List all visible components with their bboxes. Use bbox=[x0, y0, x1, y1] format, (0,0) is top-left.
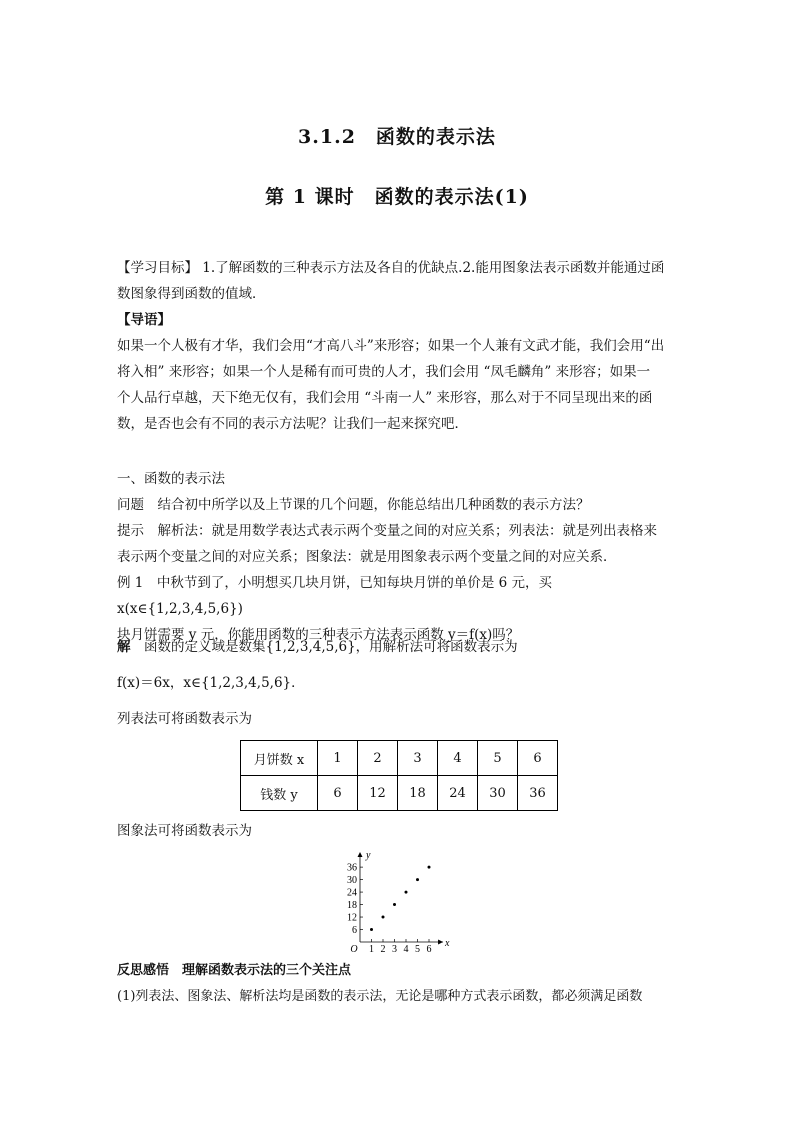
table-cell: 3 bbox=[398, 741, 438, 776]
table-cell: 5 bbox=[478, 741, 518, 776]
x-tick-label: 6 bbox=[426, 944, 432, 954]
goals-line-2: 数图象得到函数的值域． bbox=[117, 286, 266, 302]
y-tick-label: 18 bbox=[347, 900, 357, 912]
table-cell: 18 bbox=[398, 776, 438, 811]
example-line-2: 块月饼需要 y 元，你能用函数的三种表示方法表示函数 y＝f(x)吗？ bbox=[117, 627, 520, 643]
graph-intro: 图象法可将函数表示为 bbox=[117, 823, 252, 839]
table-cell: 6 bbox=[518, 741, 558, 776]
table-row bbox=[241, 741, 558, 776]
table-cell: 30 bbox=[478, 776, 518, 811]
origin-label: O bbox=[350, 944, 358, 954]
table-header-y: 钱数 y bbox=[241, 776, 318, 811]
example-label: 例 1 bbox=[117, 575, 144, 591]
y-tick-label: 36 bbox=[347, 862, 357, 874]
intro-line-3: 个人品行卓越，天下绝无仅有，我们会用 “斗南一人” 来形容，那么对于不同呈现出来的函 bbox=[117, 390, 653, 406]
intro-label: 【导语】 bbox=[117, 312, 171, 328]
data-point bbox=[405, 891, 408, 894]
table-cell: 24 bbox=[438, 776, 478, 811]
solution-formula: f(x)＝6x，x∈{1,2,3,4,5,6}． bbox=[117, 675, 305, 691]
table-cell: 12 bbox=[358, 776, 398, 811]
y-axis-arrow bbox=[358, 852, 363, 857]
x-tick-label: 3 bbox=[392, 944, 397, 954]
scatter-plot bbox=[330, 848, 460, 954]
reflection-title: 理解函数表示法的三个关注点 bbox=[182, 963, 352, 978]
y-tick-label: 24 bbox=[347, 887, 357, 899]
data-point bbox=[393, 903, 396, 906]
y-tick-label: 6 bbox=[352, 925, 357, 937]
data-point bbox=[416, 878, 419, 881]
example-line-1: 中秋节到了，小明想买几块月饼，已知每块月饼的单价是 6 元，买 x(x∈{1,2,3,4,5,6}) bbox=[117, 575, 553, 617]
x-axis-arrow bbox=[438, 940, 443, 945]
solution bbox=[117, 634, 679, 660]
table-cell: 2 bbox=[358, 741, 398, 776]
solution-line-1: 函数的定义域是数集{1,2,3,4,5,6}，用解析法可将函数表示为 bbox=[144, 639, 518, 655]
x-axis-label: x bbox=[445, 938, 450, 949]
question-label: 问题 bbox=[117, 497, 144, 513]
intro-line-1: 如果一个人极有才华，我们会用“才高八斗”来形容；如果一个人兼有文武才能，我们会用“出 bbox=[117, 338, 665, 354]
data-point bbox=[370, 928, 373, 931]
hint-line-1: 解析法：就是用数学表达式表示两个变量之间的对应关系；列表法：就是列出表格来 bbox=[157, 523, 657, 539]
table-cell: 4 bbox=[438, 741, 478, 776]
table-cell: 1 bbox=[318, 741, 358, 776]
section-1-heading: 一、函数的表示法 bbox=[117, 471, 225, 487]
x-tick-label: 5 bbox=[415, 944, 420, 954]
reflection bbox=[117, 958, 679, 1010]
question-text: 结合初中所学以及上节课的几个问题，你能总结出几种函数的表示方法？ bbox=[157, 497, 590, 513]
x-tick-label: 4 bbox=[403, 944, 409, 954]
intro-line-2: 将入相” 来形容；如果一个人是稀有而可贵的人才，我们会用 “凤毛麟角” 来形容；如果一 bbox=[117, 364, 651, 380]
section-title: 3.1.2 函数的表示法 bbox=[298, 126, 496, 148]
goals-label: 【学习目标】 bbox=[117, 260, 198, 276]
hint-line-2: 表示两个变量之间的对应关系；图象法：就是用图象表示两个变量之间的对应关系． bbox=[117, 549, 617, 565]
reflection-label: 反思感悟 bbox=[117, 963, 170, 978]
data-point bbox=[382, 916, 385, 919]
hint-label: 提示 bbox=[117, 523, 144, 539]
table-row bbox=[241, 776, 558, 811]
data-point bbox=[428, 866, 431, 869]
goals-line-1: 1.了解函数的三种表示方法及各自的优缺点.2.能用图象法表示函数并能通过函 bbox=[202, 260, 665, 276]
reflection-line-1: (1)列表法、图象法、解析法均是函数的表示法，无论是哪种方式表示函数，都必须满足函数 bbox=[117, 989, 643, 1004]
table-cell: 6 bbox=[318, 776, 358, 811]
x-tick-label: 2 bbox=[380, 944, 386, 954]
learning-goals bbox=[117, 255, 679, 437]
table-cell: 36 bbox=[518, 776, 558, 811]
table-intro: 列表法可将函数表示为 bbox=[117, 711, 252, 727]
y-axis-label: y bbox=[366, 850, 371, 861]
solution-label: 解 bbox=[117, 639, 131, 655]
y-tick-label: 30 bbox=[347, 875, 357, 887]
section-1 bbox=[117, 466, 679, 648]
x-tick-label: 1 bbox=[369, 944, 374, 954]
table-header-x: 月饼数 x bbox=[241, 741, 318, 776]
intro-line-4: 数，是否也会有不同的表示方法呢？让我们一起来探究吧． bbox=[117, 416, 468, 432]
lesson-title: 第 1 课时 函数的表示法(1) bbox=[265, 186, 529, 208]
value-table bbox=[240, 740, 558, 811]
y-tick-label: 12 bbox=[347, 912, 357, 924]
